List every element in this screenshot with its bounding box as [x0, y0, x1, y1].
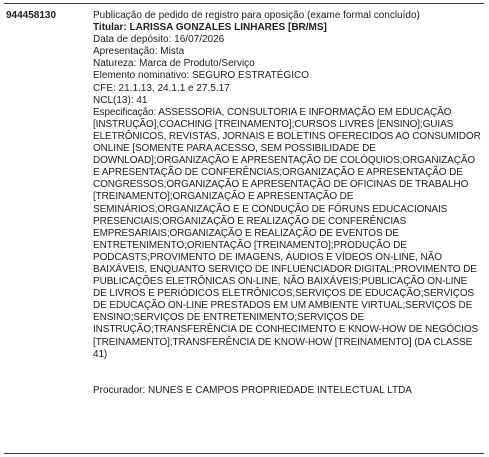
- top-divider: [4, 3, 484, 4]
- titular-name: Titular: LARISSA GONZALES LINHARES [BR/MS]: [93, 22, 327, 34]
- presentation-type: Apresentação: Mista: [93, 46, 185, 58]
- cfe-classification: CFE: 21.1.13, 24.1.1 e 27.5.17: [93, 82, 230, 94]
- process-number: 944458130: [6, 10, 57, 21]
- nominative-element: Elemento nominativo: SEGURO ESTRATÉGICO: [93, 70, 309, 82]
- attorney-name: Procurador: NUNES E CAMPOS PROPRIEDADE INTELECTUAL LTDA: [93, 384, 412, 396]
- deposit-date: Data de depósito: 16/07/2026: [93, 34, 225, 46]
- spacer: [93, 361, 481, 385]
- service-specification: Especificação: ASSESSORIA, CONSULTORIA E INFORMAÇÃO EM EDUCAÇÃO [INSTRUÇÃO];COACHING [TREINAMENTO];CURSOS LIVRES [ENSINO];GUIAS ELETRÔNICOS, REVISTAS, JORNAIS E BOLETINS OFERECIDOS AO CONSUMIDOR ONLINE [SOMENTE PARA ACESSO, SEM POSSIBILIDADE DE DOWNLOAD];ORGANIZAÇÃO E APRESENTAÇÃO DE COLÓQUIOS;ORGANIZAÇÃO E APRESENTAÇÃO DE CONFERÊNCIAS;ORGANIZAÇÃO E APRESENTAÇÃO DE CONGRESSOS;ORGANIZAÇÃO E APRESENTAÇÃO DE OFICINAS DE TRABALHO [TREINAMENTO];ORGANIZAÇÃO E APRESENTAÇÃO DE SEMINÁRIOS;ORGANIZAÇÃO E E CONDUÇÃO DE FÓRUNS EDUCACIONAIS PRESENCIAIS;ORGANIZAÇÃO E REALIZAÇÃO DE CONFERÊNCIAS EMPRESARIAIS;ORGANIZAÇÃO E REALIZAÇÃO DE EVENTOS DE ENTRETENIMENTO;ORIENTAÇÃO [TREINAMENTO];PRODUÇÃO DE PODCASTS;PROVIMENTO DE IMAGENS, ÁUDIOS E VÍDEOS ON-LINE, NÃO BAIXÁVEIS, ENQUANTO SERVIÇO DE INFLUENCIADOR DIGITAL;PROVIMENTO DE PUBLICAÇÕES ELETRÔNICAS ON-LINE, NÃO BAIXÁVEIS;PUBLICAÇÃO ON-LINE DE LIVROS E PERIÓDICOS ELETRÔNICOS;SERVIÇOS DE EDUCAÇÃO;SERVIÇOS DE EDUCAÇÃO ON-LINE PRESTADOS EM UM AMBIENTE VIRTUAL;SERVIÇOS DE ENSINO;SERVIÇOS DE ENTRETENIMENTO;SERVIÇOS DE INSTRUÇÃO;TRANSFERÊNCIA DE CONHECIMENTO E KNOW-HOW DE NEGÓCIOS [TREINAMENTO];TRANSFERÊNCIA DE KNOW-HOW [TREINAMENTO] (DA CLASSE 41): [93, 106, 481, 360]
- ncl-classification: NCL(13): 41: [93, 94, 148, 106]
- mark-nature: Natureza: Marca de Produto/Serviço: [93, 58, 255, 70]
- record-details: [93, 10, 481, 397]
- bottom-divider: [4, 453, 484, 454]
- dispatch-description: Publicação de pedido de registro para oposição (exame formal concluído): [93, 10, 420, 21]
